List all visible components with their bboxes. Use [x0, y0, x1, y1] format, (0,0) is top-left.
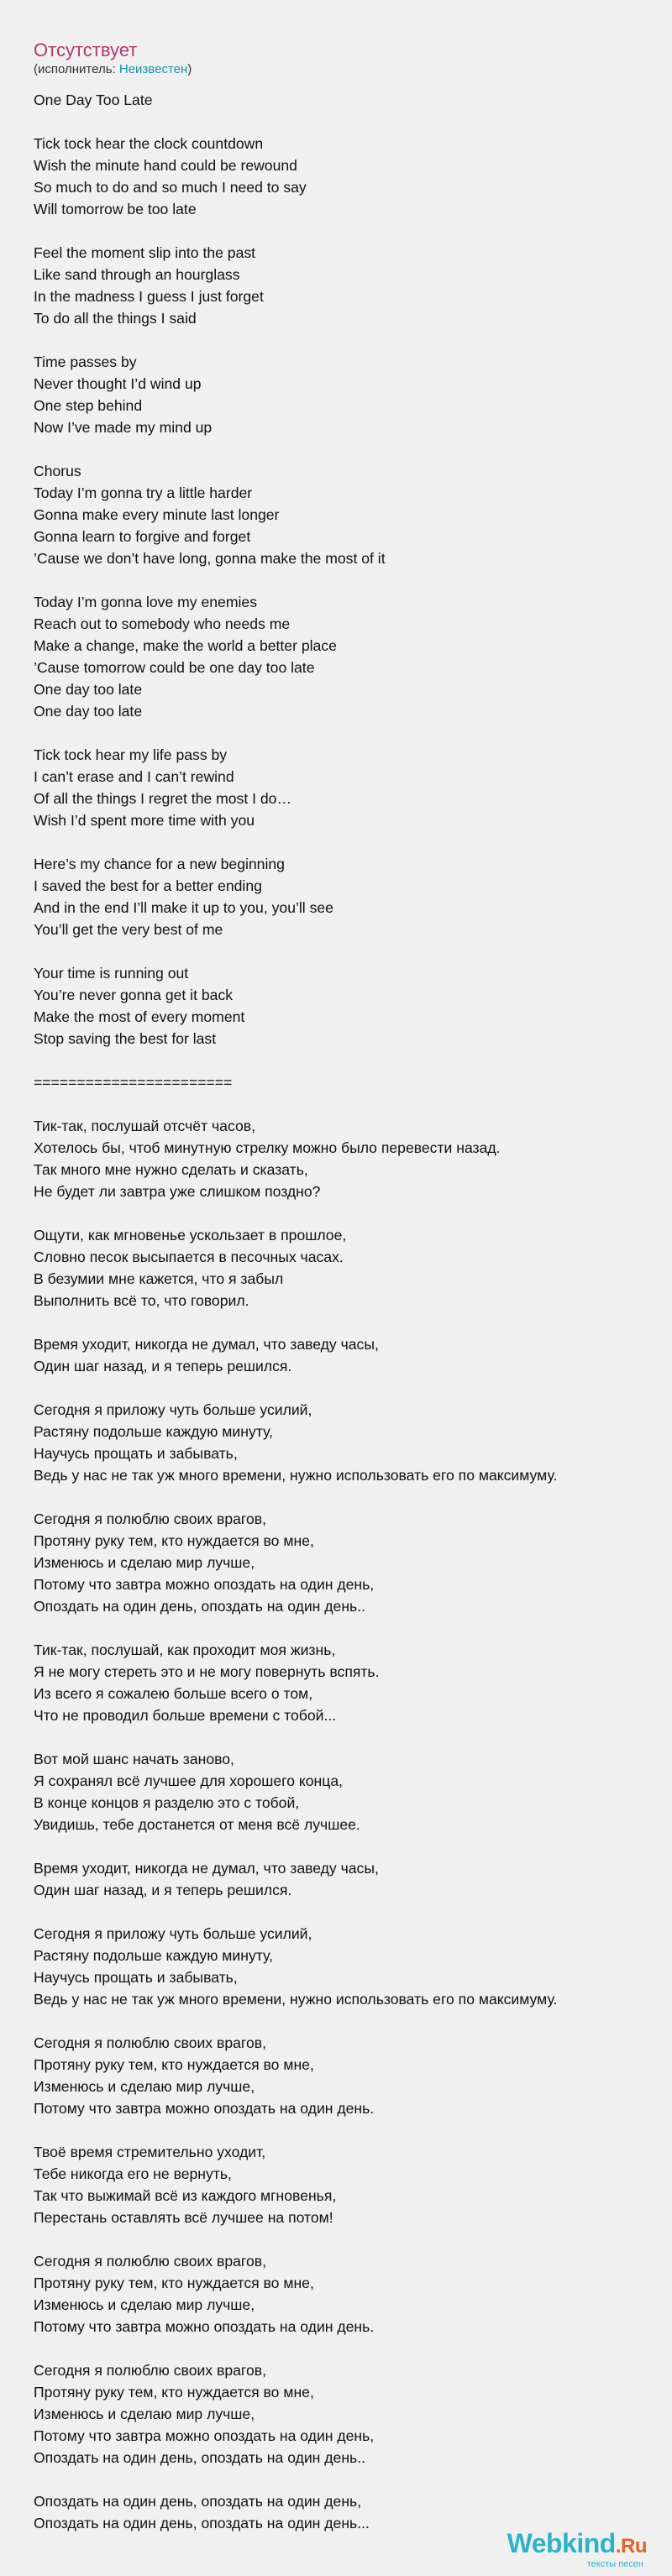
lyrics-line: Сегодня я приложу чуть больше усилий, [34, 1925, 312, 1942]
artist-suffix: ) [187, 62, 192, 76]
lyrics-line: I can’t erase and I can’t rewind [34, 768, 234, 785]
lyrics-blank-line [34, 2338, 655, 2359]
lyrics-line: Chorus [34, 463, 81, 479]
lyrics-blank-line [34, 940, 655, 962]
lyrics-blank-line [34, 1050, 655, 1071]
lyrics-line: Ведь у нас не так уж много времени, нужно использовать его по максимуму. [34, 1991, 558, 2008]
lyrics-line: Like sand through an hourglass [34, 266, 240, 283]
lyrics-line: I saved the best for a better ending [34, 877, 262, 894]
lyrics-line: You’ll get the very best of me [34, 921, 223, 938]
lyrics-line: Ощути, как мгновенье ускользает в прошлое, [34, 1227, 347, 1243]
lyrics-line: To do all the things I said [34, 310, 197, 327]
lyrics-line: Из всего я сожалею больше всего о том, [34, 1685, 313, 1702]
lyrics-line: Увидишь, тебе достанется от меня всё лучшее. [34, 1816, 360, 1833]
lyrics-blank-line [34, 1901, 655, 1923]
lyrics-blank-line [34, 1377, 655, 1399]
lyrics-line: Выполнить всё то, что говорил. [34, 1292, 249, 1309]
lyrics-line: Tick tock hear my life pass by [34, 746, 228, 763]
lyrics-line: Never thought I’d wind up [34, 375, 202, 392]
lyrics-line: Will tomorrow be too late [34, 201, 197, 217]
lyrics-line: Словно песок высыпается в песочных часах. [34, 1249, 344, 1265]
lyrics-line: ’Cause tomorrow could be one day too late [34, 659, 315, 676]
lyrics-blank-line [34, 722, 655, 744]
lyrics-line: Опоздать на один день, опоздать на один день.. [34, 2449, 365, 2466]
lyrics-line: So much to do and so much I need to say [34, 179, 307, 196]
lyrics-line: Один шаг назад, и я теперь решился. [34, 1882, 292, 1898]
lyrics-line: Сегодня я приложу чуть больше усилий, [34, 1401, 312, 1418]
lyrics-line: ======================= [34, 1074, 233, 1091]
lyrics-line: Ведь у нас не так уж много времени, нужно использовать его по максимуму. [34, 1467, 558, 1484]
lyrics-line: One Day Too Late [34, 92, 153, 108]
lyrics-line: Now I’ve made my mind up [34, 419, 213, 436]
lyrics-blank-line [34, 831, 655, 853]
lyrics-line: Today I’m gonna love my enemies [34, 594, 257, 610]
lyrics-line: Reach out to somebody who needs me [34, 615, 291, 632]
logo-tld: .Ru [615, 2535, 647, 2558]
lyrics-line: Растяну подольше каждую минуту, [34, 1423, 273, 1440]
lyrics-line: Сегодня я полюблю своих врагов, [34, 1511, 266, 1527]
artist-line [34, 62, 192, 77]
lyrics-line: Wish I’d spent more time with you [34, 812, 255, 829]
site-logo[interactable] [507, 2529, 647, 2569]
lyrics-line: Wish the minute hand could be rewound [34, 157, 297, 174]
lyrics-line: Твоё время стремительно уходит, [34, 2144, 266, 2160]
lyrics-line: Your time is running out [34, 965, 189, 982]
lyrics-line: Потому что завтра можно опоздать на один день. [34, 2100, 375, 2117]
lyrics-line: Gonna learn to forgive and forget [34, 528, 251, 545]
lyrics-blank-line [34, 1726, 655, 1748]
artist-prefix: (исполнитель: [34, 62, 119, 76]
lyrics-line: Протяну руку тем, кто нуждается во мне, [34, 1532, 314, 1549]
lyrics-line: Хотелось бы, чтоб минутную стрелку можно было перевести назад. [34, 1139, 501, 1156]
lyrics-line: Сегодня я полюблю своих врагов, [34, 2034, 266, 2051]
lyrics-line: Today I’m gonna try a little harder [34, 484, 253, 501]
lyrics-blank-line [34, 1312, 655, 1333]
lyrics-line: One day too late [34, 681, 143, 698]
lyrics-line: Изменюсь и сделаю мир лучше, [34, 2078, 255, 2095]
lyrics-line: Тик-так, послушай отсчёт часов, [34, 1118, 255, 1134]
logo-main-text: Webkind [507, 2528, 616, 2558]
lyrics-line: One step behind [34, 397, 143, 414]
lyrics-line: Протяну руку тем, кто нуждается во мне, [34, 2384, 314, 2401]
lyrics-line: Потому что завтра можно опоздать на один день. [34, 2318, 375, 2335]
lyrics-line: Опоздать на один день, опоздать на один день, [34, 2493, 362, 2510]
lyrics-line: Я не могу стереть это и не могу повернуть вспять. [34, 1663, 380, 1680]
lyrics-blank-line [34, 1835, 655, 1857]
lyrics-line: Сегодня я полюблю своих врагов, [34, 2253, 266, 2270]
lyrics-blank-line [34, 2228, 655, 2250]
lyrics-line: Так что выжимай всё из каждого мгновенья, [34, 2187, 337, 2204]
lyrics-line: Перестань оставлять всё лучшее на потом! [34, 2209, 333, 2226]
lyrics-line: You’re never gonna get it back [34, 987, 234, 1003]
lyrics-line: Stop saving the best for last [34, 1030, 217, 1047]
lyrics-line: Time passes by [34, 353, 137, 370]
lyrics-line: Время уходит, никогда не думал, что заведу часы, [34, 1860, 379, 1877]
lyrics-line: Опоздать на один день, опоздать на один день.. [34, 1598, 365, 1615]
lyrics-blank-line [34, 2010, 655, 2032]
lyrics-line: Так много мне нужно сделать и сказать, [34, 1161, 308, 1178]
lyrics-line: Тебе никогда его не вернуть, [34, 2165, 232, 2182]
song-title: Отсутствует [34, 39, 138, 60]
lyrics-line: Gonna make every minute last longer [34, 506, 280, 523]
song-header [34, 39, 192, 77]
lyrics-line: Tick tock hear the clock countdown [34, 135, 264, 152]
lyrics-blank-line [34, 111, 655, 133]
logo-tagline: тексты песен [586, 2559, 643, 2569]
lyrics-line: Сегодня я полюблю своих врагов, [34, 2362, 266, 2379]
lyrics-blank-line [34, 438, 655, 460]
lyrics-line: Опоздать на один день, опоздать на один день... [34, 2515, 370, 2531]
artist-link[interactable]: Неизвестен [118, 62, 188, 76]
lyrics-line: And in the end I’ll make it up to you, you’ll see [34, 899, 333, 916]
lyrics-line: В безумии мне кажется, что я забыл [34, 1270, 284, 1287]
lyrics-line: Протяну руку тем, кто нуждается во мне, [34, 2056, 314, 2073]
lyrics-blank-line [34, 1617, 655, 1639]
lyrics-line: Make the most of every moment [34, 1008, 245, 1025]
lyrics-line: Время уходит, никогда не думал, что заведу часы, [34, 1336, 379, 1353]
lyrics-line: Потому что завтра можно опоздать на один день, [34, 1576, 375, 1593]
logo-wordmark [507, 2529, 647, 2561]
lyrics-line: Не будет ли завтра уже слишком поздно? [34, 1183, 321, 1200]
lyrics-line: Изменюсь и сделаю мир лучше, [34, 2296, 255, 2313]
lyrics-line: Потому что завтра можно опоздать на один день, [34, 2427, 375, 2444]
lyrics-blank-line [34, 1093, 655, 1115]
lyrics-line: Изменюсь и сделаю мир лучше, [34, 1554, 255, 1571]
lyrics-blank-line [34, 1202, 655, 1224]
lyrics-blank-line [34, 329, 655, 351]
lyrics-line: ’Cause we don’t have long, gonna make the most of it [34, 550, 386, 567]
lyrics-line: Of all the things I regret the most I do… [34, 790, 292, 807]
lyrics-line: Что не проводил больше времени с тобой... [34, 1707, 337, 1724]
lyrics-line: Научусь прощать и забывать, [34, 1969, 238, 1986]
lyrics-text [34, 89, 655, 2534]
lyrics-line: Научусь прощать и забывать, [34, 1445, 238, 1462]
lyrics-line: Я сохранял всё лучшее для хорошего конца, [34, 1772, 344, 1789]
lyrics-line: Feel the moment slip into the past [34, 244, 256, 261]
lyrics-line: In the madness I guess I just forget [34, 288, 264, 305]
lyrics-line: Тик-так, послушай, как проходит моя жизнь, [34, 1641, 336, 1658]
lyrics-line: Один шаг назад, и я теперь решился. [34, 1358, 292, 1374]
lyrics-line: Протяну руку тем, кто нуждается во мне, [34, 2275, 314, 2291]
lyrics-blank-line [34, 1486, 655, 1508]
lyrics-blank-line [34, 220, 655, 242]
lyrics-line: Make a change, make the world a better place [34, 637, 337, 654]
lyrics-line: Изменюсь и сделаю мир лучше, [34, 2406, 255, 2422]
lyrics-blank-line [34, 569, 655, 591]
lyrics-line: В конце концов я разделю это с тобой, [34, 1794, 300, 1811]
lyrics-blank-line [34, 2469, 655, 2490]
lyrics-blank-line [34, 2119, 655, 2141]
lyrics-line: Растяну подольше каждую минуту, [34, 1947, 273, 1964]
lyrics-line: One day too late [34, 703, 143, 720]
lyrics-line: Here’s my chance for a new beginning [34, 856, 285, 872]
lyrics-line: Вот мой шанс начать заново, [34, 1751, 234, 1767]
